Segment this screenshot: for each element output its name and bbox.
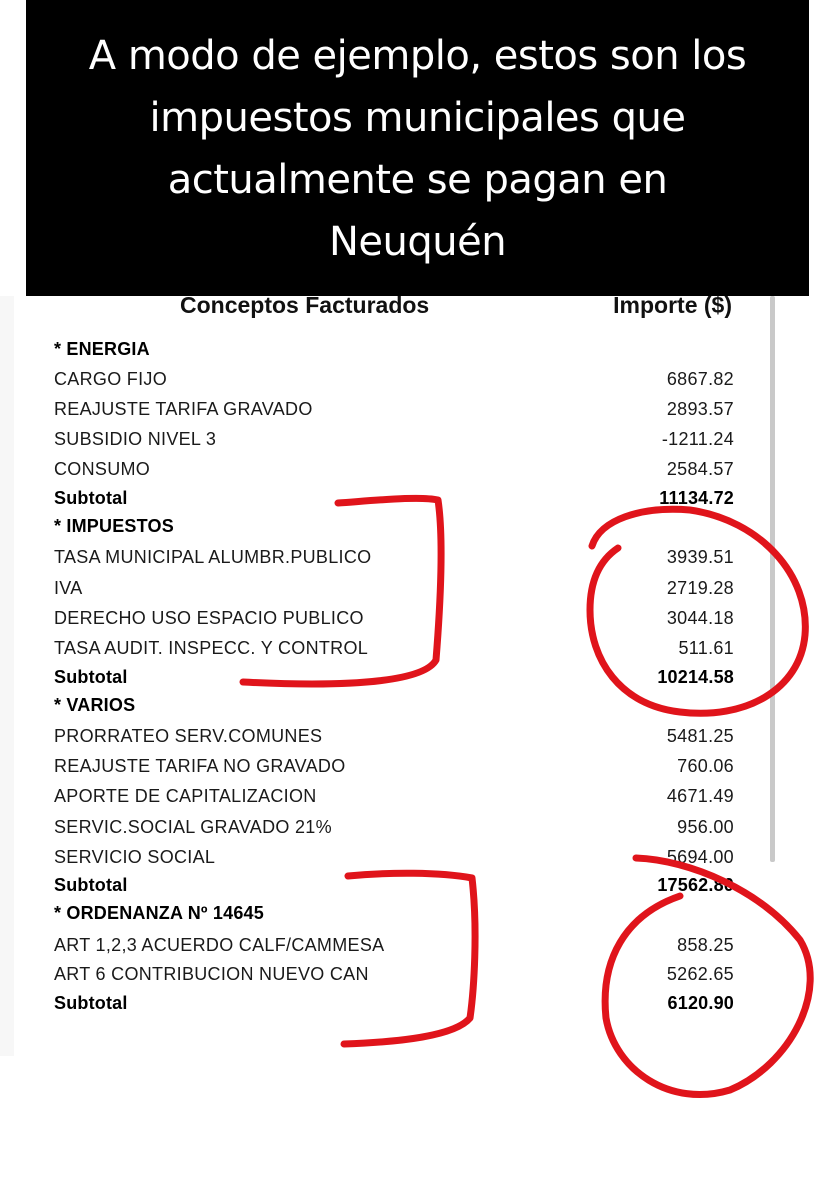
table-row <box>54 638 734 664</box>
row-amount: 5481.25 <box>666 726 734 746</box>
row-amount: 11134.72 <box>659 488 734 508</box>
row-amount: 2584.57 <box>666 459 734 479</box>
table-row <box>54 726 734 752</box>
section-heading-impuestos <box>54 516 734 542</box>
table-row <box>54 429 734 455</box>
headline-line-4: Neuquén <box>328 219 507 265</box>
row-label: * ORDENANZA Nº 14645 <box>54 903 264 923</box>
column-header-amount: Importe ($) <box>613 292 732 318</box>
row-amount: 2893.57 <box>666 399 734 419</box>
table-row <box>54 369 734 395</box>
row-amount: 5262.65 <box>666 964 734 984</box>
section-heading-energia <box>54 339 734 365</box>
table-row <box>54 817 734 843</box>
table-row <box>54 756 734 782</box>
subtotal-row <box>54 667 734 693</box>
table-row <box>54 964 734 990</box>
row-label: Subtotal <box>54 993 128 1013</box>
row-label: * ENERGIA <box>54 339 150 359</box>
row-label: CARGO FIJO <box>54 369 168 389</box>
headline-banner <box>26 0 809 296</box>
table-row <box>54 578 734 604</box>
column-header-concepts: Conceptos Facturados <box>180 292 430 318</box>
table-row <box>54 935 734 961</box>
table-row <box>54 847 734 873</box>
row-label: APORTE DE CAPITALIZACION <box>54 786 317 806</box>
row-amount: 4671.49 <box>666 786 734 806</box>
headline-line-2: impuestos municipales que <box>149 95 686 141</box>
row-label: SERVIC.SOCIAL GRAVADO 21% <box>54 817 332 837</box>
section-heading-varios <box>54 695 734 721</box>
subtotal-row <box>54 993 734 1019</box>
row-amount: 956.00 <box>677 817 734 837</box>
row-label: SUBSIDIO NIVEL 3 <box>54 429 217 449</box>
row-amount: 3044.18 <box>666 608 734 628</box>
row-label: SERVICIO SOCIAL <box>54 847 216 867</box>
subtotal-row <box>54 488 734 514</box>
row-label: CONSUMO <box>54 459 151 479</box>
row-amount: 17562.80 <box>657 875 734 895</box>
table-row <box>54 547 734 573</box>
row-amount: -1211.24 <box>661 429 734 449</box>
headline-line-1: A modo de ejemplo, estos son los <box>88 33 747 79</box>
row-amount: 858.25 <box>677 935 734 955</box>
table-row <box>54 399 734 425</box>
row-label: REAJUSTE TARIFA GRAVADO <box>54 399 313 419</box>
row-label: ART 6 CONTRIBUCION NUEVO CAN <box>54 964 369 984</box>
row-label: REAJUSTE TARIFA NO GRAVADO <box>54 756 346 776</box>
table-row <box>54 786 734 812</box>
row-label: * IMPUESTOS <box>54 516 174 536</box>
headline-line-3: actualmente se pagan en <box>167 157 668 203</box>
section-heading-ordenanza <box>54 903 734 929</box>
row-label: DERECHO USO ESPACIO PUBLICO <box>54 608 364 628</box>
subtotal-row <box>54 875 734 901</box>
row-label: TASA AUDIT. INSPECC. Y CONTROL <box>54 638 369 658</box>
row-label: PRORRATEO SERV.COMUNES <box>54 726 323 746</box>
row-label: Subtotal <box>54 667 128 687</box>
document-edge <box>0 296 14 1056</box>
row-label: ART 1,2,3 ACUERDO CALF/CAMMESA <box>54 935 385 955</box>
row-label: Subtotal <box>54 488 128 508</box>
row-amount: 10214.58 <box>657 667 734 687</box>
row-amount: 6867.82 <box>666 369 734 389</box>
table-row <box>54 608 734 634</box>
row-label: Subtotal <box>54 875 128 895</box>
row-amount: 2719.28 <box>666 578 734 598</box>
table-row <box>54 459 734 485</box>
row-amount: 5694.00 <box>666 847 734 867</box>
row-amount: 511.61 <box>678 638 734 658</box>
row-amount: 3939.51 <box>666 547 734 567</box>
row-label: IVA <box>54 578 83 598</box>
row-amount: 760.06 <box>677 756 734 776</box>
row-amount: 6120.90 <box>667 993 734 1013</box>
row-label: TASA MUNICIPAL ALUMBR.PUBLICO <box>54 547 372 567</box>
row-label: * VARIOS <box>54 695 136 715</box>
scrollbar[interactable] <box>770 296 775 862</box>
